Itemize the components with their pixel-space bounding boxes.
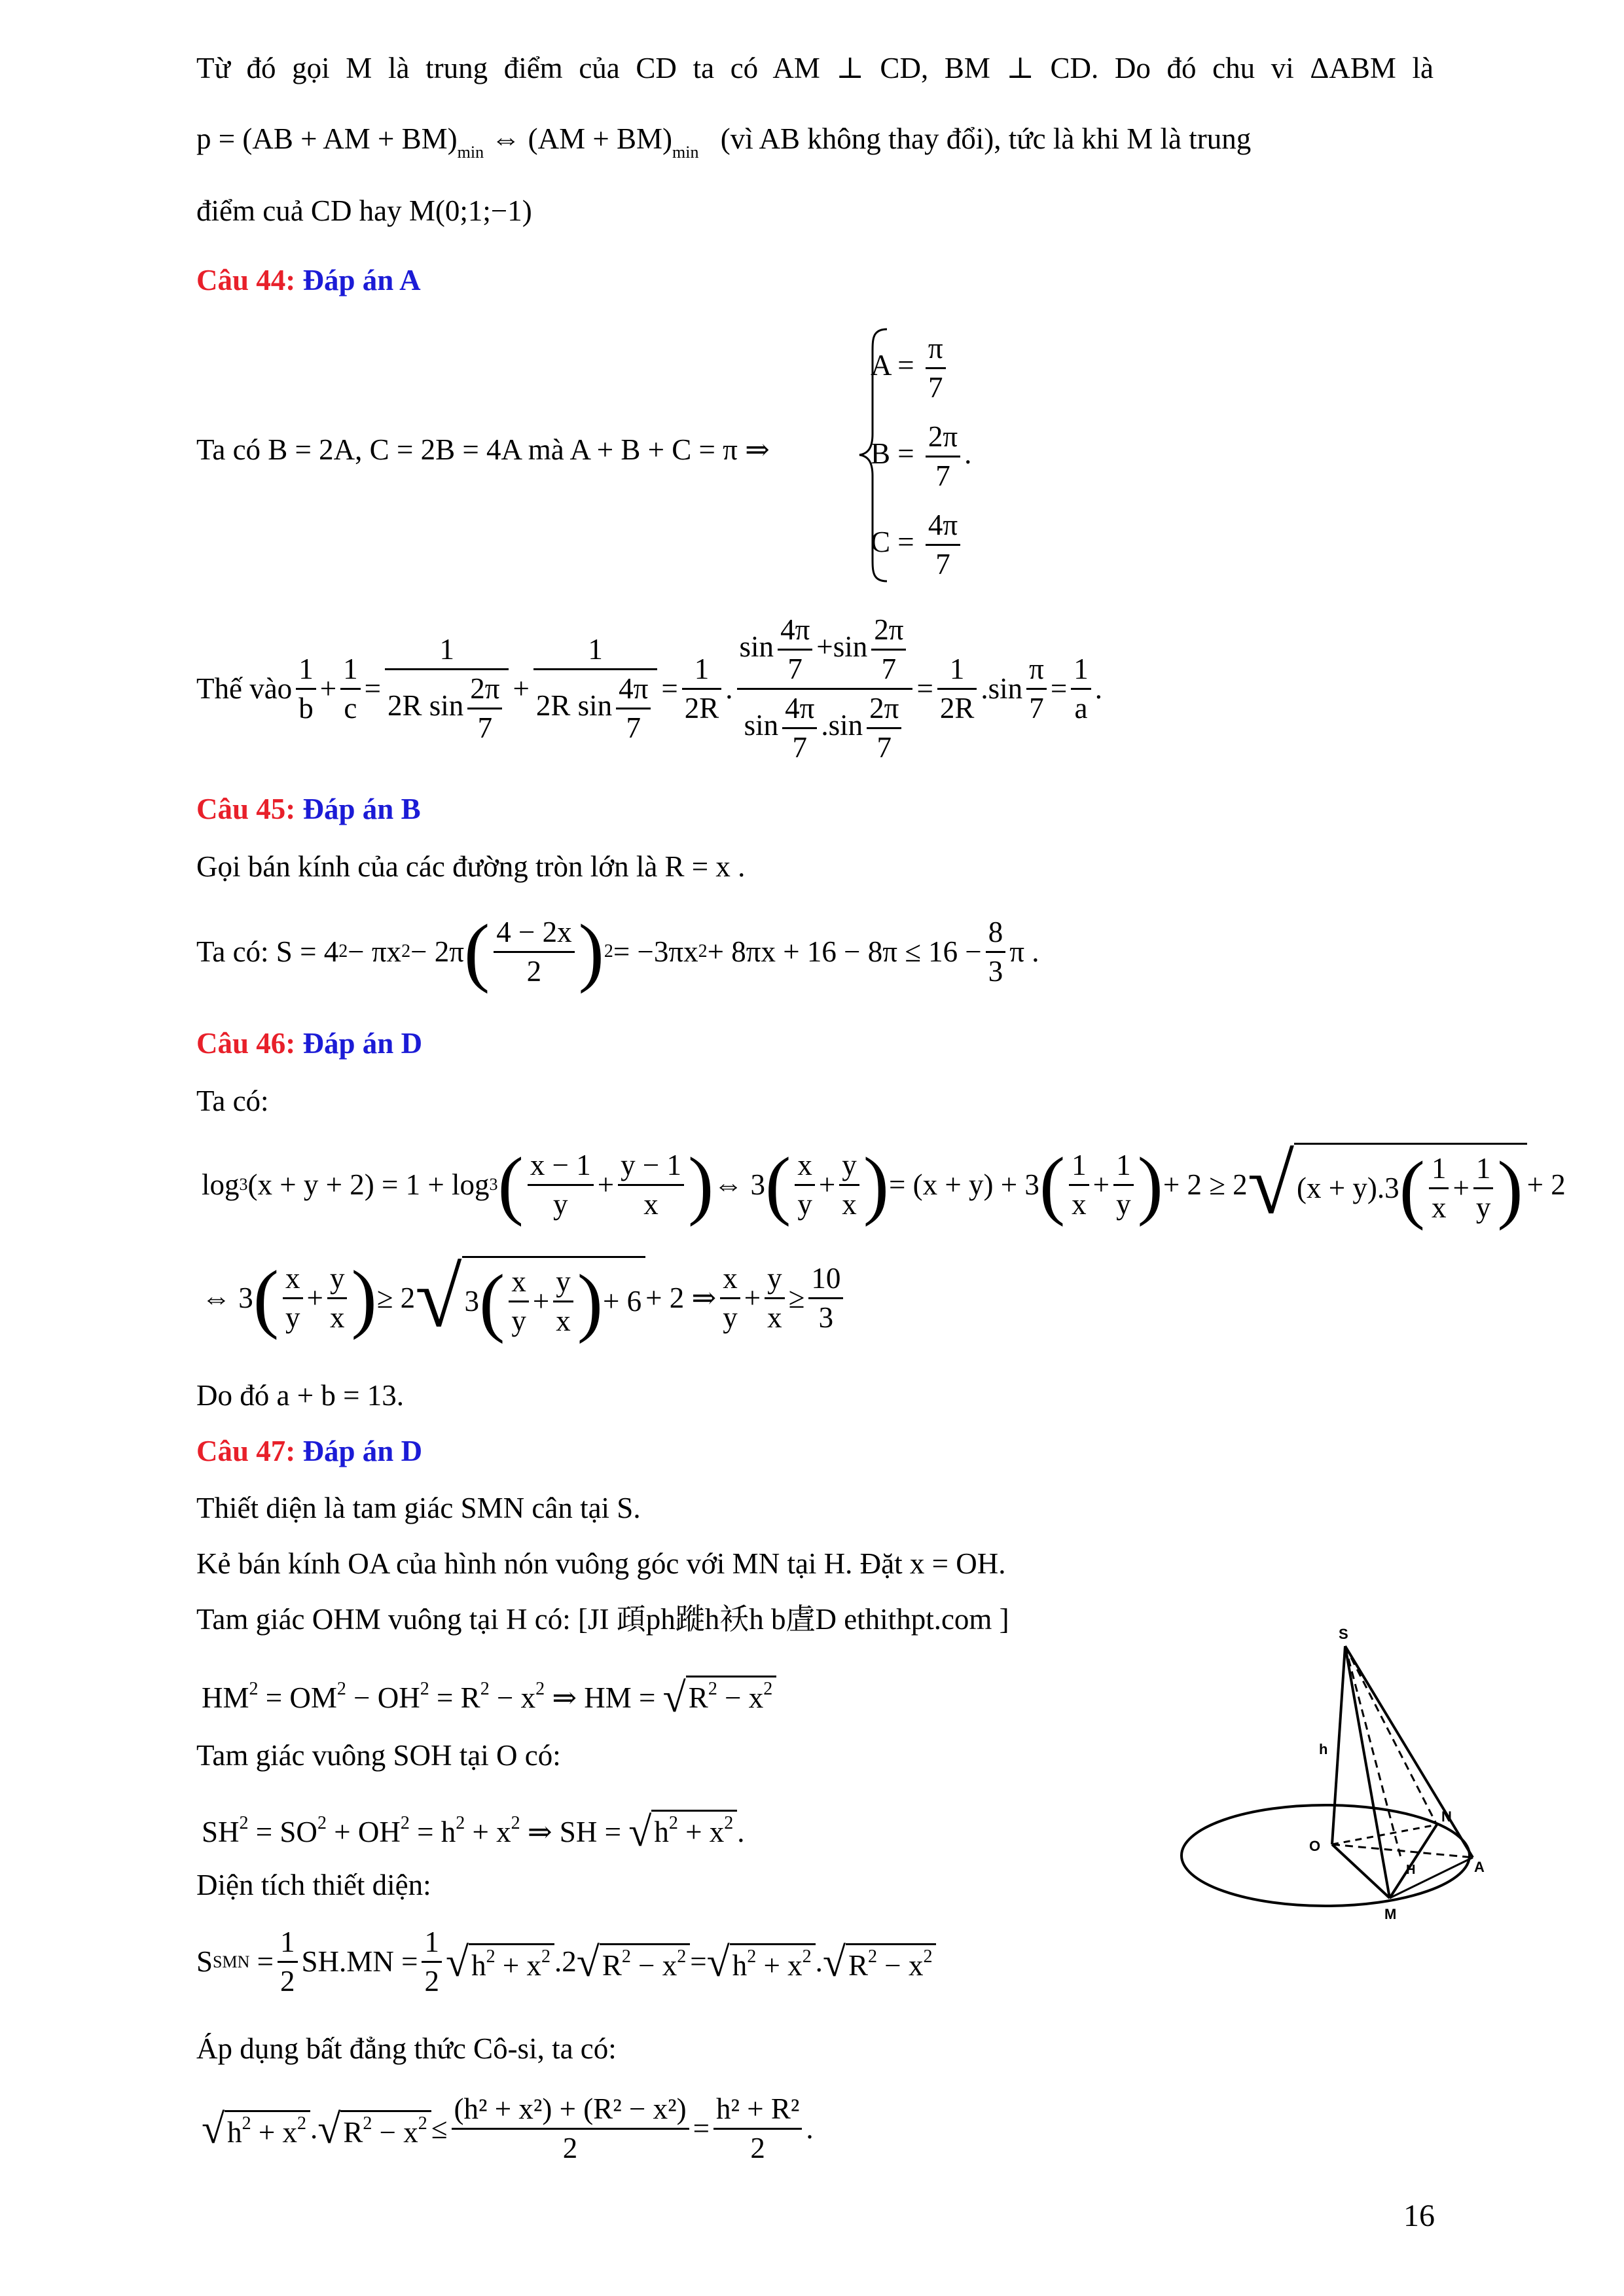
formula-part: + 2 ⇒ xyxy=(645,1281,717,1314)
q47-line-6: Áp dụng bất đẳng thức Cô-si, ta có: xyxy=(196,2032,617,2065)
intro-line-2 xyxy=(196,124,1251,161)
fraction xyxy=(1071,655,1091,723)
sin: sin xyxy=(988,672,1023,705)
q47-formula-sh: $SH^2 = SO^2 + OH^2 = h^2 + x^2$ ⇒ SH = $√h^2 + x^2$ . xyxy=(202,1808,745,1855)
intro-explanation: (vì AB không thay đổi), tức là khi M là trung xyxy=(720,122,1252,155)
radicand: $h^2 + x^2$ xyxy=(651,1810,737,1847)
fraction: $\frac{y}{x}$ xyxy=(839,1151,859,1219)
intro-line-1: Từ đó gọi M là trung điểm của CD ta có AM ⊥ CD, BM ⊥ CD. Do đó chu vi ΔABM là xyxy=(196,52,1434,84)
fraction xyxy=(926,511,960,579)
fraction: $\frac{y - 1}{x}$ xyxy=(618,1151,684,1219)
fraction xyxy=(296,655,316,723)
fraction xyxy=(926,334,946,403)
formula-part: + 2 ≥ 2 xyxy=(1163,1168,1248,1201)
q44-line-1: Ta có B = 2A, C = 2B = 4A mà A + B + C = π ⇒ xyxy=(196,433,770,466)
label-N: N xyxy=(1441,1808,1452,1825)
label-O: O xyxy=(1309,1838,1321,1854)
page-number: 16 xyxy=(1403,2198,1435,2233)
formula-part: ≥ xyxy=(788,1281,805,1314)
fraction xyxy=(494,915,574,988)
q47-line-1: Thiết diện là tam giác SMN cân tại S. xyxy=(196,1492,641,1524)
q47-label: Câu 47: xyxy=(196,1435,296,1467)
numerator: 1 xyxy=(588,633,603,666)
denominator: 2R xyxy=(682,688,722,723)
fraction: $\frac{1}{x}$ xyxy=(1069,1151,1089,1219)
q45-answer: Đáp án B xyxy=(302,793,421,825)
numerator: 4 − 2x xyxy=(496,915,572,948)
numerator: sin $\frac{4\pi}{7}$ +sin $\frac{2\pi}{7}$ xyxy=(737,615,913,688)
numerator: 1 xyxy=(439,633,454,666)
formula-part: ⇔ 3 xyxy=(713,1168,766,1201)
label-A: A xyxy=(1474,1859,1485,1875)
q47-formula-cosi: √ $h^2 + x^2$ . √ $R^2 - x^2$ ≤ $\frac{\text{(h² + x²) + (R² − x²)}}{2}$ = $\frac{\text{h² + R²}}{2}$ . xyxy=(202,2092,814,2164)
formula-part: = −3πx xyxy=(613,935,698,968)
denominator: a xyxy=(1071,688,1091,723)
q47-line-3: Tam giác OHM vuông tại H có: [JI 頙ph蹝h袄h b虘D ethithpt.com ] xyxy=(196,1603,1009,1636)
intro-perimeter-formula: p = (AB + AM + BM) xyxy=(196,122,458,155)
sub-prefix: Thế vào xyxy=(196,672,293,705)
q45-label: Câu 45: xyxy=(196,793,296,825)
radicand: $R^2 - x^2$ xyxy=(686,1676,776,1713)
denominator: 2 xyxy=(494,951,574,986)
q47-answer: Đáp án D xyxy=(302,1435,423,1467)
label-S: S xyxy=(1339,1626,1348,1642)
formula-part: = (x + y) + 3 xyxy=(889,1168,1039,1201)
denominator: c xyxy=(340,688,361,723)
formula-part: Ta có: S = 4 xyxy=(196,935,339,968)
fraction xyxy=(1026,655,1047,723)
numerator: 4π xyxy=(619,672,649,705)
numerator: 4π xyxy=(928,509,958,541)
q44-answer: Đáp án A xyxy=(302,264,421,296)
denominator: 7 xyxy=(926,367,946,403)
denominator: 7 xyxy=(1026,688,1047,723)
q47-heading xyxy=(196,1437,422,1466)
formula-part: (x + y + 2) = 1 + log xyxy=(247,1168,490,1201)
fraction xyxy=(467,674,502,743)
q46-heading xyxy=(196,1029,422,1058)
q45-heading xyxy=(196,795,421,824)
q44-C-lhs: C = xyxy=(871,525,914,558)
label-M: M xyxy=(1384,1906,1397,1922)
denominator xyxy=(533,668,658,743)
denominator: 7 xyxy=(926,456,960,491)
formula-part: − 2π xyxy=(410,935,464,968)
log-base: 3 xyxy=(489,1175,498,1194)
denominator: 7 xyxy=(616,708,651,743)
fraction xyxy=(340,655,361,723)
q46-ta-co: Ta có: xyxy=(196,1085,269,1117)
numerator: π xyxy=(928,332,943,365)
cone-base-ellipse xyxy=(1182,1805,1470,1906)
formula-part: π . xyxy=(1009,935,1039,968)
denominator: 2R xyxy=(937,688,977,723)
intro-line-3: điểm cuả CD hay M(0;1;−1) xyxy=(196,194,532,227)
fraction: $\frac{x}{y}$ xyxy=(795,1151,815,1219)
fraction: $\frac{x - 1}{y}$ xyxy=(528,1151,594,1219)
q45-line-1: Gọi bán kính của các đường tròn lớn là R = x . xyxy=(196,850,746,883)
numerator: 1 xyxy=(949,653,965,685)
formula-part: ≥ 2 xyxy=(376,1281,416,1314)
numerator: π xyxy=(1029,653,1044,685)
denominator: b xyxy=(296,688,316,723)
radicand: (x + y).3 ( $\frac{1}{x}$ + $\frac{1}{y}$ ) xyxy=(1294,1143,1527,1227)
q44-eq-A xyxy=(871,334,950,403)
q47-line-5: Diện tích thiết diện: xyxy=(196,1869,431,1901)
numerator: 1 xyxy=(298,653,314,685)
numerator: 8 xyxy=(988,915,1003,948)
q46-equation-2: ⇔ 3 ( $\frac{x}{y}$ + $\frac{y}{x}$ ) ≥ 2 √ 3 ( $\frac{x}{y}$ + $\frac{y}{x}$ ) + 6 + 2 ⇒ $\frac{x}{y}$ + $\frac{y}{x}$ ≥ $\frac{10}{3}$ xyxy=(202,1255,847,1340)
q44-B-lhs: B = xyxy=(871,437,914,470)
fraction xyxy=(385,635,509,743)
q46-answer: Đáp án D xyxy=(302,1027,423,1060)
label-H: H xyxy=(1406,1863,1416,1877)
fraction xyxy=(737,615,913,762)
q44-eq-C xyxy=(871,511,964,579)
denominator: sin $\frac{4\pi}{7}$ .sin $\frac{2\pi}{7}$ xyxy=(737,688,913,762)
fraction xyxy=(533,635,658,743)
q46-equation-1: log 3 (x + y + 2) = 1 + log 3 ( $\frac{x - 1}{y}$ + $\frac{y - 1}{x}$ ) ⇔ 3 ( $\frac{x}{y}$ + $\frac{y}{x}$ ) = (x + y) + 3 ( $\frac{1}{x}$ + $\frac{1}{y}$ ) + 2 ≥ 2 √ (x + y).3 ( $\frac{1}{x}$ + $\frac{1}{y}$ ) + 2 xyxy=(202,1138,1566,1232)
numerator: 2π xyxy=(470,672,500,705)
fraction xyxy=(682,655,722,723)
denominator: 3 xyxy=(986,951,1006,986)
numerator: 1 xyxy=(343,653,358,685)
two-r-sin: 2R sin xyxy=(535,689,613,722)
q47-formula-area: S SMN = $\frac{1}{2}$ SH.MN = $\frac{1}{2}$ √ $h^2 + x^2$ .2 √ $R^2 - x^2$ = √ $h^2 + x^2$ . √ $R^2 - x^2$ xyxy=(196,1928,936,1996)
intro-equivalence: ⇔ (AM + BM) xyxy=(491,122,673,155)
cone-figure xyxy=(1172,1623,1499,1931)
numerator: 2π xyxy=(928,420,958,453)
min-subscript: min xyxy=(457,143,484,162)
numerator: 1 xyxy=(1074,653,1089,685)
formula-part: − πx xyxy=(348,935,402,968)
q44-eq-B: B = $\frac{2\pi}{7}$ . xyxy=(871,420,972,492)
q44-A-lhs: A = xyxy=(871,348,914,382)
fraction xyxy=(926,422,960,491)
q47-formula-hm: $HM^2 = OM^2 - OH^2 = R^2 - x^2$ ⇒ HM = $√R^2 - x^2$ xyxy=(202,1676,776,1719)
q44-heading xyxy=(196,266,421,295)
min-subscript: min xyxy=(672,143,699,162)
log: log xyxy=(202,1168,240,1201)
log-base: 3 xyxy=(239,1175,248,1194)
q47-line-2: Kẻ bán kính OA của hình nón vuông góc với MN tại H. Đặt x = OH. xyxy=(196,1547,1006,1580)
q44-substitution: Thế vào $\frac{1}{b}$ + $\frac{1}{c}$ = 1 2R sin $\frac{2\pi}{7}$ + 1 2R sin $\frac{4\pi}{7}$ = $\frac{1}{2R}$ . sin $\frac{4\pi}{7}$ +sin $\frac{2\pi}{7}$ sin $\frac{4\pi}{7}$ .sin $\frac{2\pi}{7}$ = $\frac{1}{2R}$ . sin $\frac{\pi}{7}$ = $\frac{1}{a}$ . xyxy=(196,613,1102,764)
two-r-sin: 2R sin xyxy=(387,689,464,722)
denominator xyxy=(385,668,509,743)
fraction: $\frac{1}{y}$ xyxy=(1113,1151,1134,1219)
q46-label: Câu 46: xyxy=(196,1027,296,1060)
q44-label: Câu 44: xyxy=(196,264,296,296)
numerator: 1 xyxy=(694,653,710,685)
radicand: 3 ( $\frac{x}{y}$ + $\frac{y}{x}$ ) + 6 xyxy=(462,1256,646,1340)
denominator: 7 xyxy=(467,708,502,743)
formula-part: ⇔ 3 xyxy=(202,1281,253,1314)
fraction xyxy=(937,655,977,723)
denominator: 7 xyxy=(926,544,960,579)
q45-formula: Ta có: S = 4 2 − πx 2 − 2π ( $\frac{4 - 2x}{2}$ ) 2 = −3πx 2 + 8πx + 16 − 8π ≤ 16 − $\frac{8}{3}$ π . xyxy=(196,908,1039,994)
label-h: h xyxy=(1319,1741,1328,1757)
fraction xyxy=(616,674,651,743)
formula-part: + 2 xyxy=(1526,1168,1566,1201)
fraction xyxy=(986,915,1006,988)
formula-part: + 8πx + 16 − 8π ≤ 16 − xyxy=(707,935,982,968)
q47-line-4: Tam giác vuông SOH tại O có: xyxy=(196,1739,561,1772)
q46-conclusion: Do đó a + b = 13. xyxy=(196,1379,404,1412)
